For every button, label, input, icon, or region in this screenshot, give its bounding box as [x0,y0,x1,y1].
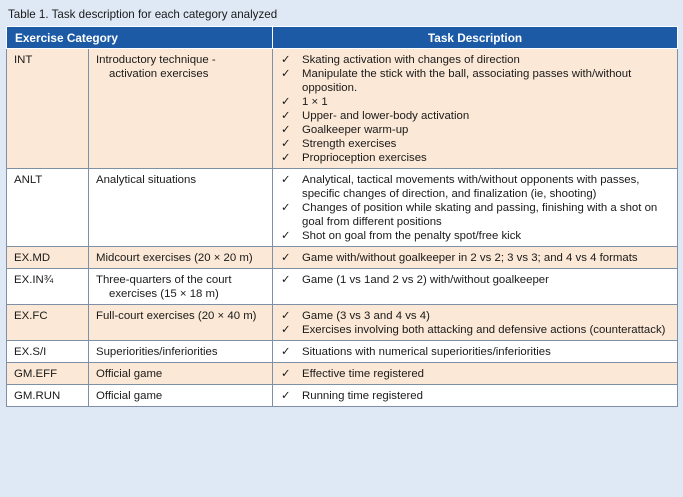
category-code: EX.FC [7,305,89,341]
table-row [7,269,678,305]
task-item [279,309,671,323]
task-description-cell [273,269,678,305]
category-code: GM.EFF [7,363,89,385]
category-name-cell [89,269,273,305]
task-item-text: Running time registered [302,390,423,402]
category-name: Introductory technique - activation exercises [96,54,216,80]
checkmark-icon: ✓ [281,124,291,136]
task-item [279,389,671,403]
task-item [279,53,671,67]
table-row [7,49,678,169]
task-item-text: Goalkeeper warm-up [302,124,409,136]
category-code: INT [7,49,89,169]
category-name: Midcourt exercises (20 × 20 m) [96,252,253,264]
task-description-cell [273,247,678,269]
task-description-cell [273,363,678,385]
checkmark-icon: ✓ [281,274,291,286]
task-description-cell [273,49,678,169]
task-item [279,67,671,95]
category-name: Official game [96,368,163,380]
task-item-text: Game (3 vs 3 and 4 vs 4) [302,310,430,322]
category-name: Analytical situations [96,174,197,186]
task-item [279,367,671,381]
task-item-text: Strength exercises [302,138,397,150]
category-name-cell [89,341,273,363]
category-name: Superiorities/inferiorities [96,346,218,358]
task-item-text: Changes of position while skating and passing, finishing with a shot on goal from different positions [302,202,658,228]
checkmark-icon: ✓ [281,252,291,264]
task-table [6,26,678,407]
task-item-text: 1 × 1 [302,96,328,108]
task-item-text: Effective time registered [302,368,424,380]
checkmark-icon: ✓ [281,368,291,380]
category-name-cell [89,363,273,385]
table-row [7,169,678,247]
checkmark-icon: ✓ [281,324,291,336]
task-item-text: Situations with numerical superiorities/inferiorities [302,346,551,358]
category-name-cell [89,49,273,169]
checkmark-icon: ✓ [281,174,291,186]
category-code: EX.IN¾ [7,269,89,305]
task-item [279,251,671,265]
category-name-cell [89,385,273,407]
task-item [279,201,671,229]
table-caption: Table 1. Task description for each category analyzed [8,8,278,21]
header-exercise-category: Exercise Category [7,27,273,49]
category-code: ANLT [7,169,89,247]
task-item [279,345,671,359]
category-name: Three-quarters of the court exercises (15 × 18 m) [96,274,232,300]
checkmark-icon: ✓ [281,152,291,164]
table-row [7,363,678,385]
checkmark-icon: ✓ [281,110,291,122]
task-item [279,95,671,109]
category-name-cell [89,247,273,269]
task-item-text: Exercises involving both attacking and defensive actions (counterattack) [302,324,666,336]
task-item [279,109,671,123]
task-item-text: Shot on goal from the penalty spot/free kick [302,230,522,242]
task-description-cell [273,169,678,247]
task-item-text: Game with/without goalkeeper in 2 vs 2; 3 vs 3; and 4 vs 4 formats [302,252,638,264]
task-item [279,273,671,287]
category-code: EX.MD [7,247,89,269]
task-description-cell [273,305,678,341]
table-body [7,49,678,407]
task-item [279,151,671,165]
table-row [7,247,678,269]
checkmark-icon: ✓ [281,202,291,214]
task-item-text: Proprioception exercises [302,152,427,164]
checkmark-icon: ✓ [281,390,291,402]
category-code: GM.RUN [7,385,89,407]
category-name: Full-court exercises (20 × 40 m) [96,310,257,322]
task-description-cell [273,385,678,407]
checkmark-icon: ✓ [281,310,291,322]
task-item-text: Skating activation with changes of direction [302,54,520,66]
checkmark-icon: ✓ [281,96,291,108]
category-name: Official game [96,390,163,402]
checkmark-icon: ✓ [281,230,291,242]
checkmark-icon: ✓ [281,138,291,150]
checkmark-icon: ✓ [281,346,291,358]
task-item-text: Game (1 vs 1and 2 vs 2) with/without goalkeeper [302,274,549,286]
task-item [279,123,671,137]
table-row [7,385,678,407]
task-item [279,229,671,243]
category-name-cell [89,305,273,341]
header-task-description: Task Description [273,27,678,49]
table-row [7,341,678,363]
category-code: EX.S/I [7,341,89,363]
task-description-cell [273,341,678,363]
checkmark-icon: ✓ [281,54,291,66]
category-name-cell [89,169,273,247]
task-item-text: Analytical, tactical movements with/without opponents with passes, specific changes of direction, and finalization (ie, shooting) [302,174,640,200]
task-item-text: Manipulate the stick with the ball, associating passes with/without opposition. [302,68,632,94]
header-row [7,27,678,49]
checkmark-icon: ✓ [281,68,291,80]
task-item [279,137,671,151]
task-item [279,323,671,337]
task-item [279,173,671,201]
task-item-text: Upper- and lower-body activation [302,110,470,122]
table-row [7,305,678,341]
